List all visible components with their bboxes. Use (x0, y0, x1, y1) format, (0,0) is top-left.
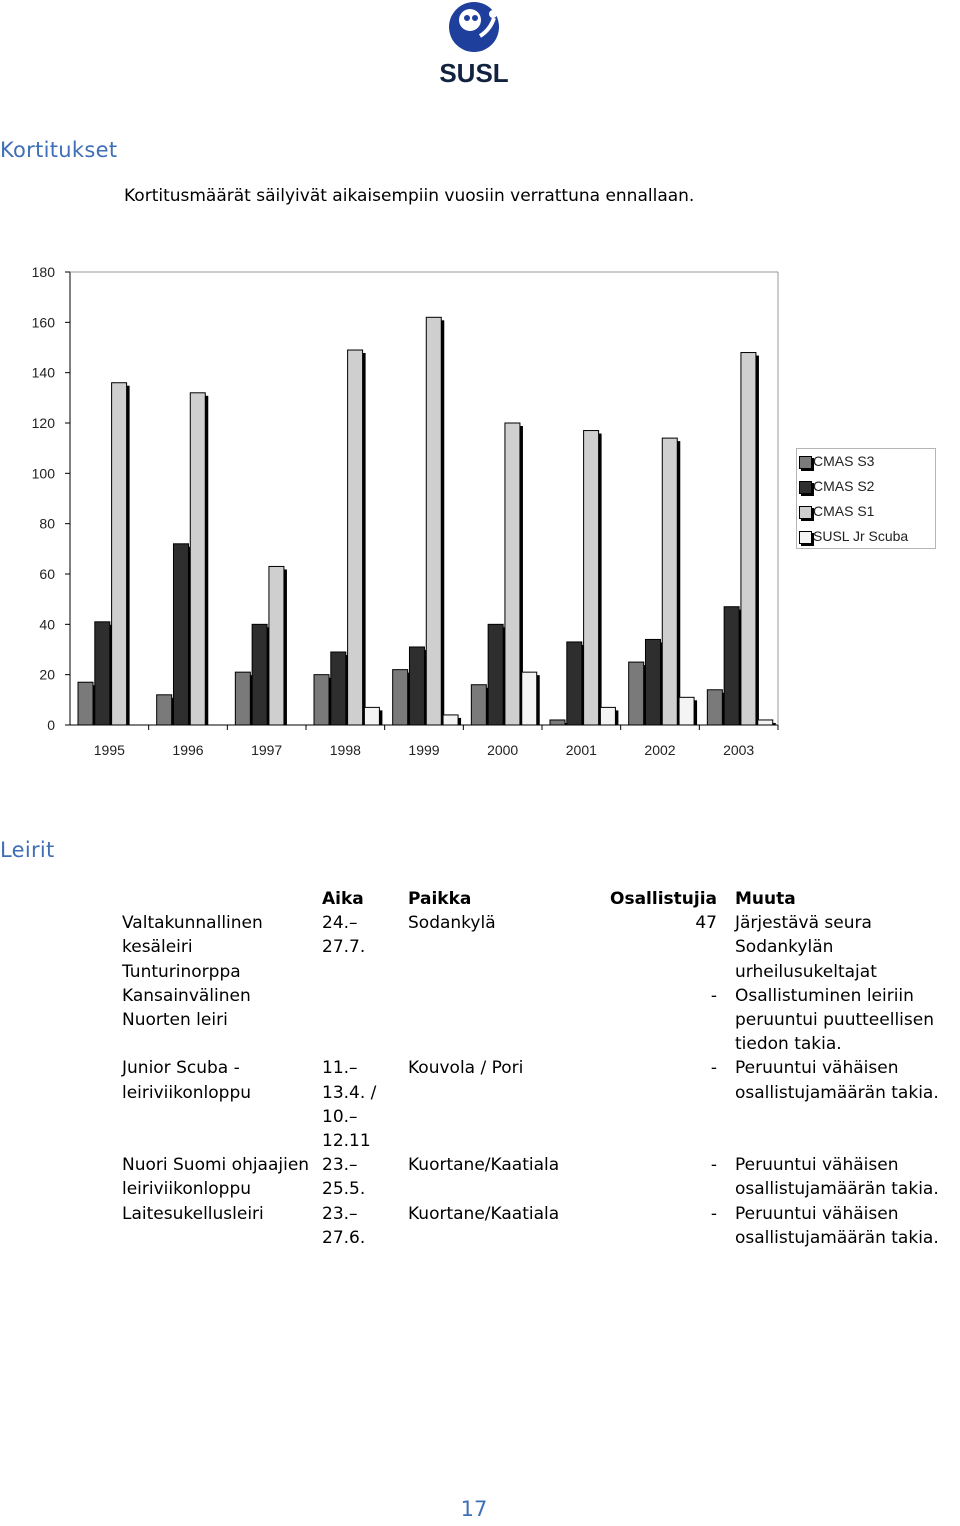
legend-item (797, 478, 937, 498)
camp-notes: Peruuntui vähäisen osallistujamäärän takia. (735, 1058, 939, 1103)
cards-heading: Kortitukset (0, 138, 118, 162)
chart-legend (796, 448, 936, 549)
bar (724, 607, 739, 725)
header-cell: Osallistujia (610, 889, 717, 909)
page-number: 17 (460, 1497, 488, 1521)
susl-logo (418, 0, 530, 90)
bar (758, 720, 773, 725)
x-tick-label: 1996 (172, 742, 204, 758)
x-tick-label: 1995 (93, 742, 125, 758)
bar (505, 423, 520, 725)
y-tick-label: 120 (31, 415, 55, 431)
bar (78, 682, 93, 725)
legend-swatch (799, 481, 812, 494)
bar (567, 642, 582, 725)
legend-label: CMAS S3 (813, 453, 875, 469)
y-tick-label: 0 (47, 717, 55, 733)
camp-place (402, 984, 590, 1057)
seal-logo-icon (418, 0, 530, 60)
camp-date: 11.–13.4. / 10.–12.11 (322, 1058, 377, 1152)
camp-name: Nuori Suomi ohjaajien leiriviikonloppu (122, 1155, 310, 1200)
bar (662, 438, 677, 725)
legend-item (797, 528, 937, 548)
bar (550, 720, 565, 725)
x-tick-label: 2003 (723, 742, 755, 758)
bar (426, 317, 441, 725)
bar (471, 685, 486, 725)
cards-intro-text: Kortitusmäärät säilyivät aikaisempiin vuosiin verrattuna ennallaan. (124, 186, 695, 206)
header-cell: Paikka (408, 889, 472, 909)
y-tick-label: 160 (31, 314, 55, 331)
bar (269, 566, 284, 725)
y-tick-label: 40 (39, 616, 55, 633)
camp-place: Sodankylä (408, 913, 496, 934)
bar (331, 652, 346, 725)
legend-swatch (799, 506, 812, 519)
legend-label: SUSL Jr Scuba (813, 528, 909, 544)
camp-date: 23.–25.5. (322, 1155, 366, 1200)
table-row (116, 1153, 958, 1201)
bar (314, 675, 329, 725)
header-cell: Muuta (735, 889, 796, 909)
bar (741, 353, 756, 725)
y-tick-label: 140 (31, 364, 55, 381)
bar (235, 672, 250, 725)
logo-wordmark: SUSL (439, 58, 509, 88)
legend-label: CMAS S2 (813, 478, 875, 494)
camp-date: 23.–27.6. (322, 1203, 366, 1248)
table-row (116, 984, 958, 1057)
legend-item (797, 503, 937, 523)
x-tick-label: 1998 (329, 742, 361, 758)
bar (584, 431, 599, 725)
bar (679, 697, 694, 725)
camp-name: Kansainvälinen Nuorten leiri (122, 985, 251, 1031)
bar (95, 622, 110, 725)
camps-heading: Leirit (0, 838, 55, 862)
y-tick-label: 80 (39, 515, 55, 532)
x-tick-label: 1999 (408, 742, 440, 758)
bar (190, 393, 205, 725)
bar (409, 647, 424, 725)
bar (600, 707, 615, 725)
bar (112, 383, 127, 725)
legend-swatch (799, 531, 812, 544)
header-cell (116, 887, 316, 911)
camp-participants: - (710, 1058, 717, 1079)
bar (348, 350, 363, 725)
camp-participants: - (710, 1155, 717, 1176)
bar (645, 639, 660, 725)
legend-swatch (799, 456, 812, 469)
y-tick-label: 180 (31, 264, 55, 280)
bar (157, 695, 172, 725)
camp-notes: Peruuntui vähäisen osallistujamäärän takia. (735, 1155, 939, 1200)
camp-participants: - (710, 985, 717, 1006)
table-row (116, 1056, 958, 1153)
camp-notes: Peruuntui vähäisen osallistujamäärän takia. (735, 1203, 939, 1248)
y-tick-label: 100 (31, 465, 55, 482)
x-tick-label: 2002 (644, 742, 676, 758)
bar (488, 624, 503, 725)
legend-label: CMAS S1 (813, 503, 875, 519)
camp-notes: Järjestävä seura Sodankylän urheilusukeltajat (735, 913, 877, 982)
camps-table (116, 887, 958, 1252)
x-tick-label: 2000 (487, 742, 519, 758)
camp-participants: - (710, 1203, 717, 1224)
bar (364, 707, 379, 725)
table-row (116, 911, 958, 984)
y-tick-label: 60 (39, 566, 55, 582)
x-tick-label: 2001 (565, 742, 597, 758)
table-row (116, 1202, 958, 1252)
x-tick-label: 1997 (251, 742, 283, 758)
camp-place: Kouvola / Pori (408, 1058, 524, 1079)
camp-name: Valtakunnallinen kesäleiri Tunturinorppa (122, 913, 263, 982)
camp-name: Laitesukellusleiri (122, 1203, 264, 1224)
table-header-row (116, 887, 958, 911)
bar (393, 670, 408, 725)
bar (252, 624, 267, 725)
bar (707, 690, 722, 725)
camp-place: Kuortane/Kaatiala (408, 1155, 560, 1176)
header-cell: Aika (322, 889, 364, 909)
bar (173, 544, 188, 725)
camp-date: 24.–27.7. (322, 913, 366, 958)
camp-date (316, 984, 402, 1057)
legend-item (797, 453, 937, 473)
camp-place: Kuortane/Kaatiala (408, 1203, 560, 1224)
camp-name: Junior Scuba -leiriviikonloppu (122, 1058, 252, 1103)
y-tick-label: 20 (39, 666, 55, 683)
camp-participants: 47 (695, 913, 717, 934)
bar (629, 662, 644, 725)
bar (522, 672, 537, 725)
bar (443, 715, 458, 725)
camp-notes: Osallistuminen leiriin peruuntui puutteellisen tiedon takia. (735, 985, 934, 1055)
